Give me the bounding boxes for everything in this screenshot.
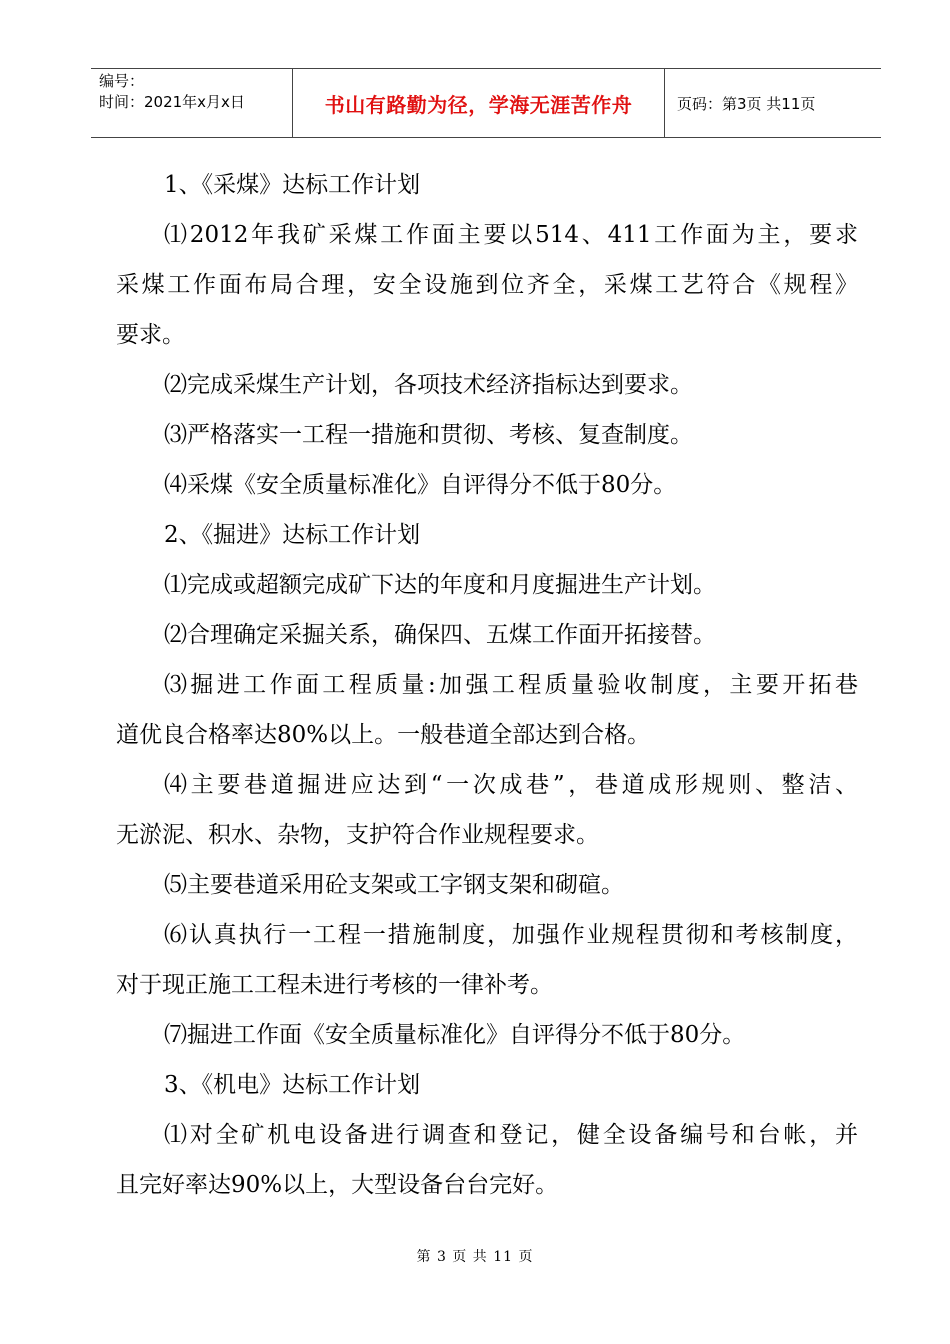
paragraph-line: 采煤工作面布局合理，安全设施到位齐全，采煤工艺符合《规程》 <box>116 272 858 298</box>
paragraph-line: ⑵合理确定采掘关系，确保四、五煤工作面开拓接替。 <box>164 622 716 648</box>
paragraph-line: ⑴完成或超额完成矿下达的年度和月度掘进生产计划。 <box>164 572 716 598</box>
paragraph-line: ⑶掘进工作面工程质量:加强工程质量验收制度，主要开拓巷 <box>164 672 858 698</box>
section-heading: 2、《掘进》达标工作计划 <box>164 522 421 548</box>
paragraph-line: ⑸主要巷道采用砼支架或工字钢支架和砌碹。 <box>164 872 624 898</box>
document-header <box>91 68 881 138</box>
paragraph-line: ⑷采煤《安全质量标准化》自评得分不低于80分。 <box>164 472 677 498</box>
paragraph-line: 要求。 <box>116 322 185 348</box>
page-footer: 第 3 页 共 11 页 <box>416 1249 534 1265</box>
paragraph-line: 且完好率达90%以上，大型设备台台完好。 <box>116 1172 559 1198</box>
header-page-info: 页码：第3页 共11页 <box>677 94 816 113</box>
paragraph-line: ⑷主要巷道掘进应达到“一次成巷”，巷道成形规则、整洁、 <box>164 772 858 798</box>
paragraph-line: ⑴2012年我矿采煤工作面主要以514、411工作面为主，要求 <box>164 222 858 248</box>
paragraph-line: ⑺掘进工作面《安全质量标准化》自评得分不低于80分。 <box>164 1022 746 1048</box>
paragraph-line: 对于现正施工工程未进行考核的一律补考。 <box>116 972 553 998</box>
paragraph-line: 无淤泥、积水、杂物，支护符合作业规程要求。 <box>116 822 599 848</box>
document-time: 时间：2021年x月x日 <box>99 93 245 111</box>
paragraph-line: ⑵完成采煤生产计划，各项技术经济指标达到要求。 <box>164 372 693 398</box>
paragraph-line: ⑶严格落实一工程一措施和贯彻、考核、复查制度。 <box>164 422 693 448</box>
section-heading: 1、《采煤》达标工作计划 <box>164 172 421 198</box>
paragraph-line: ⑴对全矿机电设备进行调查和登记，健全设备编号和台帐，并 <box>164 1122 858 1148</box>
document-number: 编号： <box>99 72 145 90</box>
section-heading: 3、《机电》达标工作计划 <box>164 1072 421 1098</box>
header-motto: 书山有路勤为径，学海无涯苦作舟 <box>293 69 665 137</box>
paragraph-line: ⑹认真执行一工程一措施制度，加强作业规程贯彻和考核制度， <box>164 922 858 948</box>
header-meta <box>91 69 293 137</box>
paragraph-line: 道优良合格率达80%以上。一般巷道全部达到合格。 <box>116 722 651 748</box>
